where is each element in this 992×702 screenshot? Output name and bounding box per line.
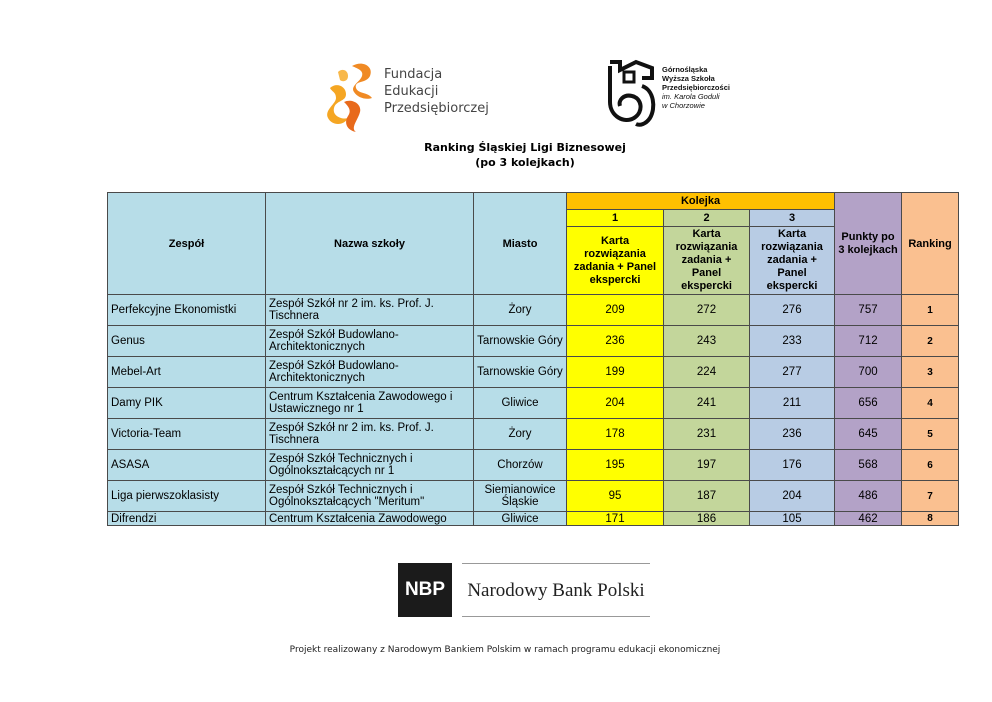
table-row <box>108 326 959 357</box>
round-1-score: 178 <box>567 419 664 450</box>
round-1-score: 195 <box>567 450 664 481</box>
team-name: Victoria-Team <box>108 419 266 450</box>
header-round-1-desc: Karta rozwiązania zadania + Panel ekspercki <box>567 227 664 295</box>
total-points: 462 <box>835 512 902 526</box>
school-name: Zespół Szkół nr 2 im. ks. Prof. J. Tischnera <box>266 419 474 450</box>
round-1-score: 95 <box>567 481 664 512</box>
school-name: Centrum Kształcenia Zawodowego <box>266 512 474 526</box>
city: Tarnowskie Góry <box>474 357 567 388</box>
title-line-2: (po 3 kolejkach) <box>475 156 575 169</box>
total-points: 700 <box>835 357 902 388</box>
team-name: Perfekcyjne Ekonomistki <box>108 295 266 326</box>
header-round-group: Kolejka <box>567 193 835 210</box>
city: Żory <box>474 419 567 450</box>
rank-position: 1 <box>902 295 959 326</box>
team-name: Damy PIK <box>108 388 266 419</box>
rank-position: 4 <box>902 388 959 419</box>
round-2-score: 197 <box>664 450 750 481</box>
team-name: Genus <box>108 326 266 357</box>
round-2-score: 224 <box>664 357 750 388</box>
table-row <box>108 450 959 481</box>
rank-position: 7 <box>902 481 959 512</box>
rank-position: 3 <box>902 357 959 388</box>
fundacja-emblem-icon <box>322 58 382 134</box>
table-row <box>108 419 959 450</box>
header-team: Zespół <box>108 193 266 295</box>
fundacja-name: Fundacja Edukacji Przedsiębiorczej <box>384 67 489 116</box>
header-round-1-num: 1 <box>567 210 664 227</box>
footer-note: Projekt realizowany z Narodowym Bankiem Polskim w ramach programu edukacji ekonomicznej <box>289 645 721 655</box>
city: Gliwice <box>474 512 567 526</box>
header-round-2-num: 2 <box>664 210 750 227</box>
nbp-abbreviation: NBP <box>398 563 452 617</box>
city: Gliwice <box>474 388 567 419</box>
header-round-3-num: 3 <box>750 210 835 227</box>
round-1-score: 199 <box>567 357 664 388</box>
total-points: 568 <box>835 450 902 481</box>
round-3-score: 176 <box>750 450 835 481</box>
total-points: 656 <box>835 388 902 419</box>
school-name: Zespół Szkół Budowlano-Architektonicznych <box>266 326 474 357</box>
school-name: Centrum Kształcenia Zawodowego i Ustawicznego nr 1 <box>266 388 474 419</box>
team-name: ASASA <box>108 450 266 481</box>
round-3-score: 105 <box>750 512 835 526</box>
table-row <box>108 295 959 326</box>
round-1-score: 204 <box>567 388 664 419</box>
team-name: Liga pierwszoklasisty <box>108 481 266 512</box>
table-row <box>108 388 959 419</box>
school-name: Zespół Szkół Budowlano-Architektonicznych <box>266 357 474 388</box>
gwsp-name: Górnośląska Wyższa Szkoła Przedsiębiorczości im. Karola Goduli w Chorzowie <box>662 65 730 110</box>
fundacja-logo <box>322 58 502 134</box>
nbp-name: Narodowy Bank Polski <box>462 563 650 617</box>
rank-position: 5 <box>902 419 959 450</box>
table-row <box>108 357 959 388</box>
rank-position: 6 <box>902 450 959 481</box>
round-3-score: 233 <box>750 326 835 357</box>
round-3-score: 276 <box>750 295 835 326</box>
total-points: 712 <box>835 326 902 357</box>
gwsp-emblem-icon <box>606 58 658 128</box>
team-name: Difrendzi <box>108 512 266 526</box>
page-title <box>0 140 992 170</box>
round-2-score: 186 <box>664 512 750 526</box>
city: Chorzów <box>474 450 567 481</box>
header-round-2-desc: Karta rozwiązania zadania + Panel ekspercki <box>664 227 750 295</box>
round-3-score: 204 <box>750 481 835 512</box>
rank-position: 8 <box>902 512 959 526</box>
city: Żory <box>474 295 567 326</box>
table-row <box>108 512 959 526</box>
header-school: Nazwa szkoły <box>266 193 474 295</box>
round-1-score: 209 <box>567 295 664 326</box>
rank-position: 2 <box>902 326 959 357</box>
team-name: Mebel-Art <box>108 357 266 388</box>
nbp-logo <box>398 563 658 617</box>
round-2-score: 241 <box>664 388 750 419</box>
total-points: 645 <box>835 419 902 450</box>
gwsp-logo <box>606 58 756 128</box>
ranking-table <box>107 192 959 526</box>
city: Siemianowice Śląskie <box>474 481 567 512</box>
header-points: Punkty po 3 kolejkach <box>835 193 902 295</box>
header-round-3-desc: Karta rozwiązania zadania + Panel ekspercki <box>750 227 835 295</box>
round-2-score: 231 <box>664 419 750 450</box>
round-2-score: 272 <box>664 295 750 326</box>
total-points: 486 <box>835 481 902 512</box>
school-name: Zespół Szkół nr 2 im. ks. Prof. J. Tischnera <box>266 295 474 326</box>
city: Tarnowskie Góry <box>474 326 567 357</box>
round-3-score: 236 <box>750 419 835 450</box>
round-1-score: 171 <box>567 512 664 526</box>
school-name: Zespół Szkół Technicznych i Ogólnokształcących "Meritum" <box>266 481 474 512</box>
round-3-score: 277 <box>750 357 835 388</box>
round-2-score: 243 <box>664 326 750 357</box>
table-row <box>108 481 959 512</box>
round-2-score: 187 <box>664 481 750 512</box>
round-1-score: 236 <box>567 326 664 357</box>
header-city: Miasto <box>474 193 567 295</box>
header-ranking: Ranking <box>902 193 959 295</box>
round-3-score: 211 <box>750 388 835 419</box>
title-line-1: Ranking Śląskiej Ligi Biznesowej <box>424 141 626 154</box>
total-points: 757 <box>835 295 902 326</box>
school-name: Zespół Szkół Technicznych i Ogólnokształcących nr 1 <box>266 450 474 481</box>
